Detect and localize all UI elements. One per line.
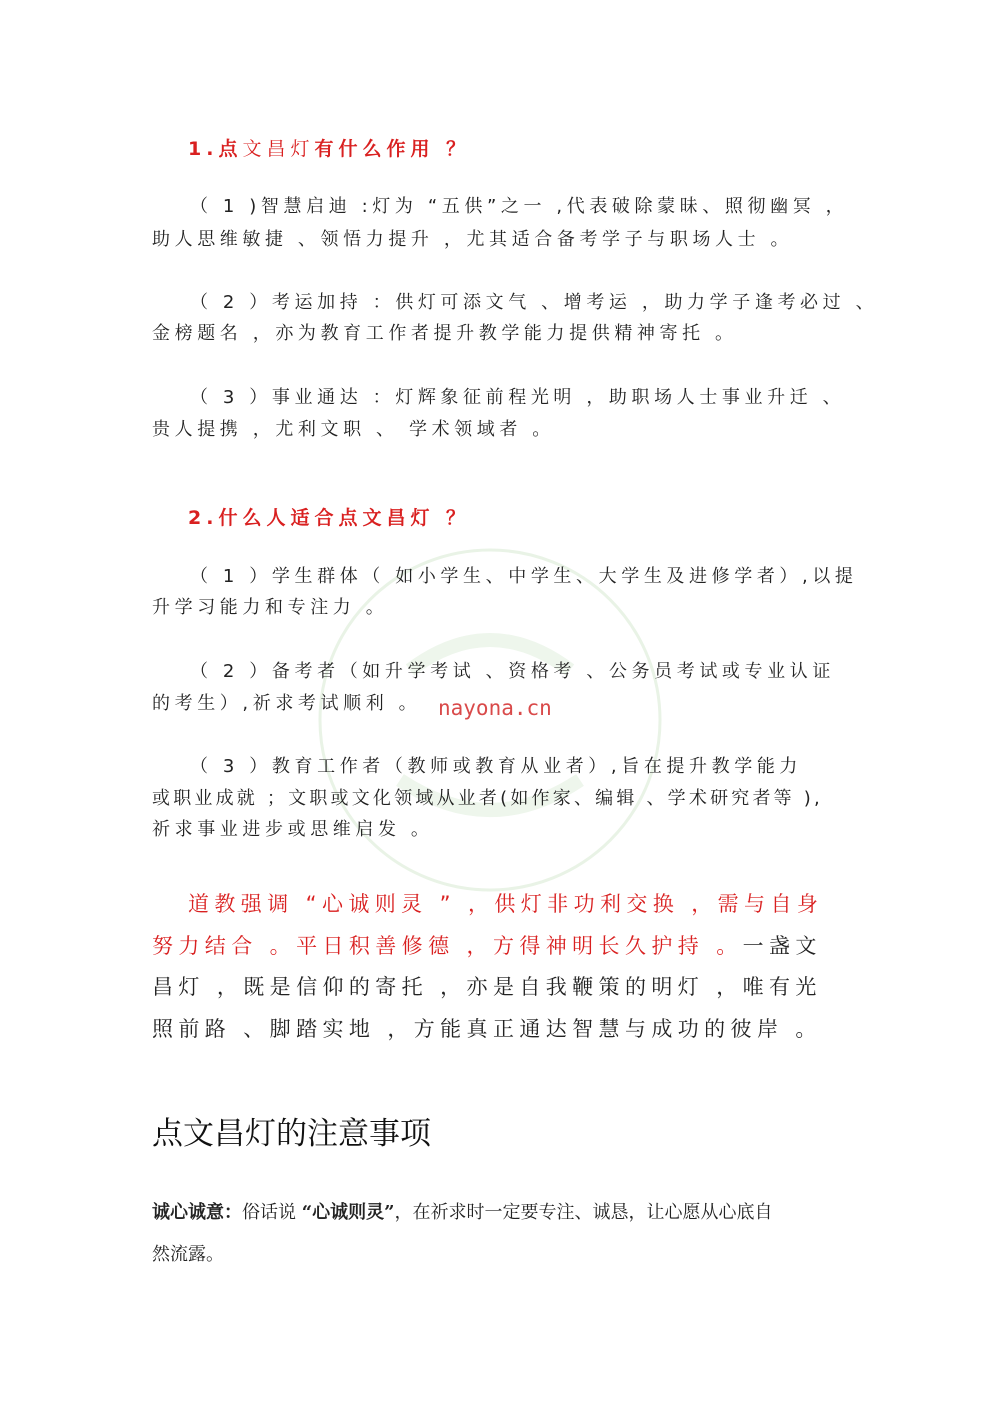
emphasis-line3: 昌灯 ，既是信仰的寄托 ，亦是自我鞭策的明灯 ，唯有光: [152, 975, 822, 999]
section1-heading-q: ？: [434, 138, 471, 160]
emphasis-line4: 照前路 、脚踏实地 ，方能真正通达智慧与成功的彼岸 。: [152, 1017, 822, 1041]
s1-item1-line1: （ 1 )智慧启迪 :灯为 “五供”之一 ,代表破除蒙昧、照彻幽冥 ，: [190, 196, 849, 217]
s1-item3-line1: （ 3 ）事业通达 ：灯辉象征前程光明 ，助职场人士事业升迁 、: [190, 387, 846, 408]
emphasis-line1-red: 道教强调 “心诚则灵 ” ，供灯非功利交换 ，需与自身: [188, 892, 824, 916]
s1-item2-line2: 金榜题名 ，亦为教育工作者提升教学能力提供精神寄托 。: [152, 323, 738, 344]
section1-heading-mid: 文昌灯: [242, 138, 315, 160]
emphasis-line1: [188, 888, 823, 918]
note-item1-quote: “心诚则灵”: [301, 1202, 395, 1223]
note-item1-text-b: ，在祈求时一定要专注、诚恳，让心愿从心底自: [394, 1202, 773, 1223]
s2-item3-line2: 或职业成就 ；文职或文化领域从业者(如作家、编辑 、学术研究者等 ),: [152, 788, 823, 809]
section2-heading: 2.什么人适合点文昌灯 ？: [188, 507, 471, 529]
s2-item1-line2: 升学习能力和专注力 。: [152, 597, 389, 618]
s1-item2-line1: （ 2 ）考运加持 ：供灯可添文气 、增考运 ，助力学子逢考必过 、: [190, 292, 879, 313]
section1-heading-num: 1.点: [188, 138, 243, 160]
emphasis-line2-red: 努力结合 。平日积善修德 ，方得神明长久护持 。: [152, 934, 743, 958]
s1-item3-line2: 贵人提携 ，尤利文职 、 学术领域者 。: [152, 419, 555, 440]
note-item1-label: 诚心诚意：: [152, 1202, 242, 1223]
s2-item2-line2: 的考生）,祈求考试顺利 。: [152, 693, 422, 714]
note-item1-line2: 然流露。: [152, 1244, 224, 1265]
section1-heading-end: 有什么作用: [314, 138, 435, 160]
emphasis-line2-black: 一盏文: [742, 934, 822, 958]
s2-item2-line1: （ 2 ）备考者（如升学考试 、资格考 、公务员考试或专业认证: [190, 661, 835, 682]
note-item1-line1: [152, 1198, 772, 1224]
section1-heading: [188, 134, 470, 161]
emphasis-line2: [152, 930, 822, 960]
note-item1-text-a: 俗话说: [242, 1202, 302, 1223]
s2-item3-line1: （ 3 ）教育工作者（教师或教育从业者）,旨在提升教学能力: [190, 756, 803, 777]
notes-title: 点文昌灯的注意事项: [152, 1116, 431, 1152]
s2-item1-line1: （ 1 ）学生群体（ 如小学生、中学生、大学生及进修学者）,以提: [190, 566, 858, 587]
s2-item3-line3: 祈求事业进步或思维启发 。: [152, 819, 434, 840]
s1-item1-line2: 助人思维敏捷 、领悟力提升 ，尤其适合备考学子与职场人士 。: [152, 229, 794, 250]
watermark-text: nayona.cn: [438, 696, 552, 720]
